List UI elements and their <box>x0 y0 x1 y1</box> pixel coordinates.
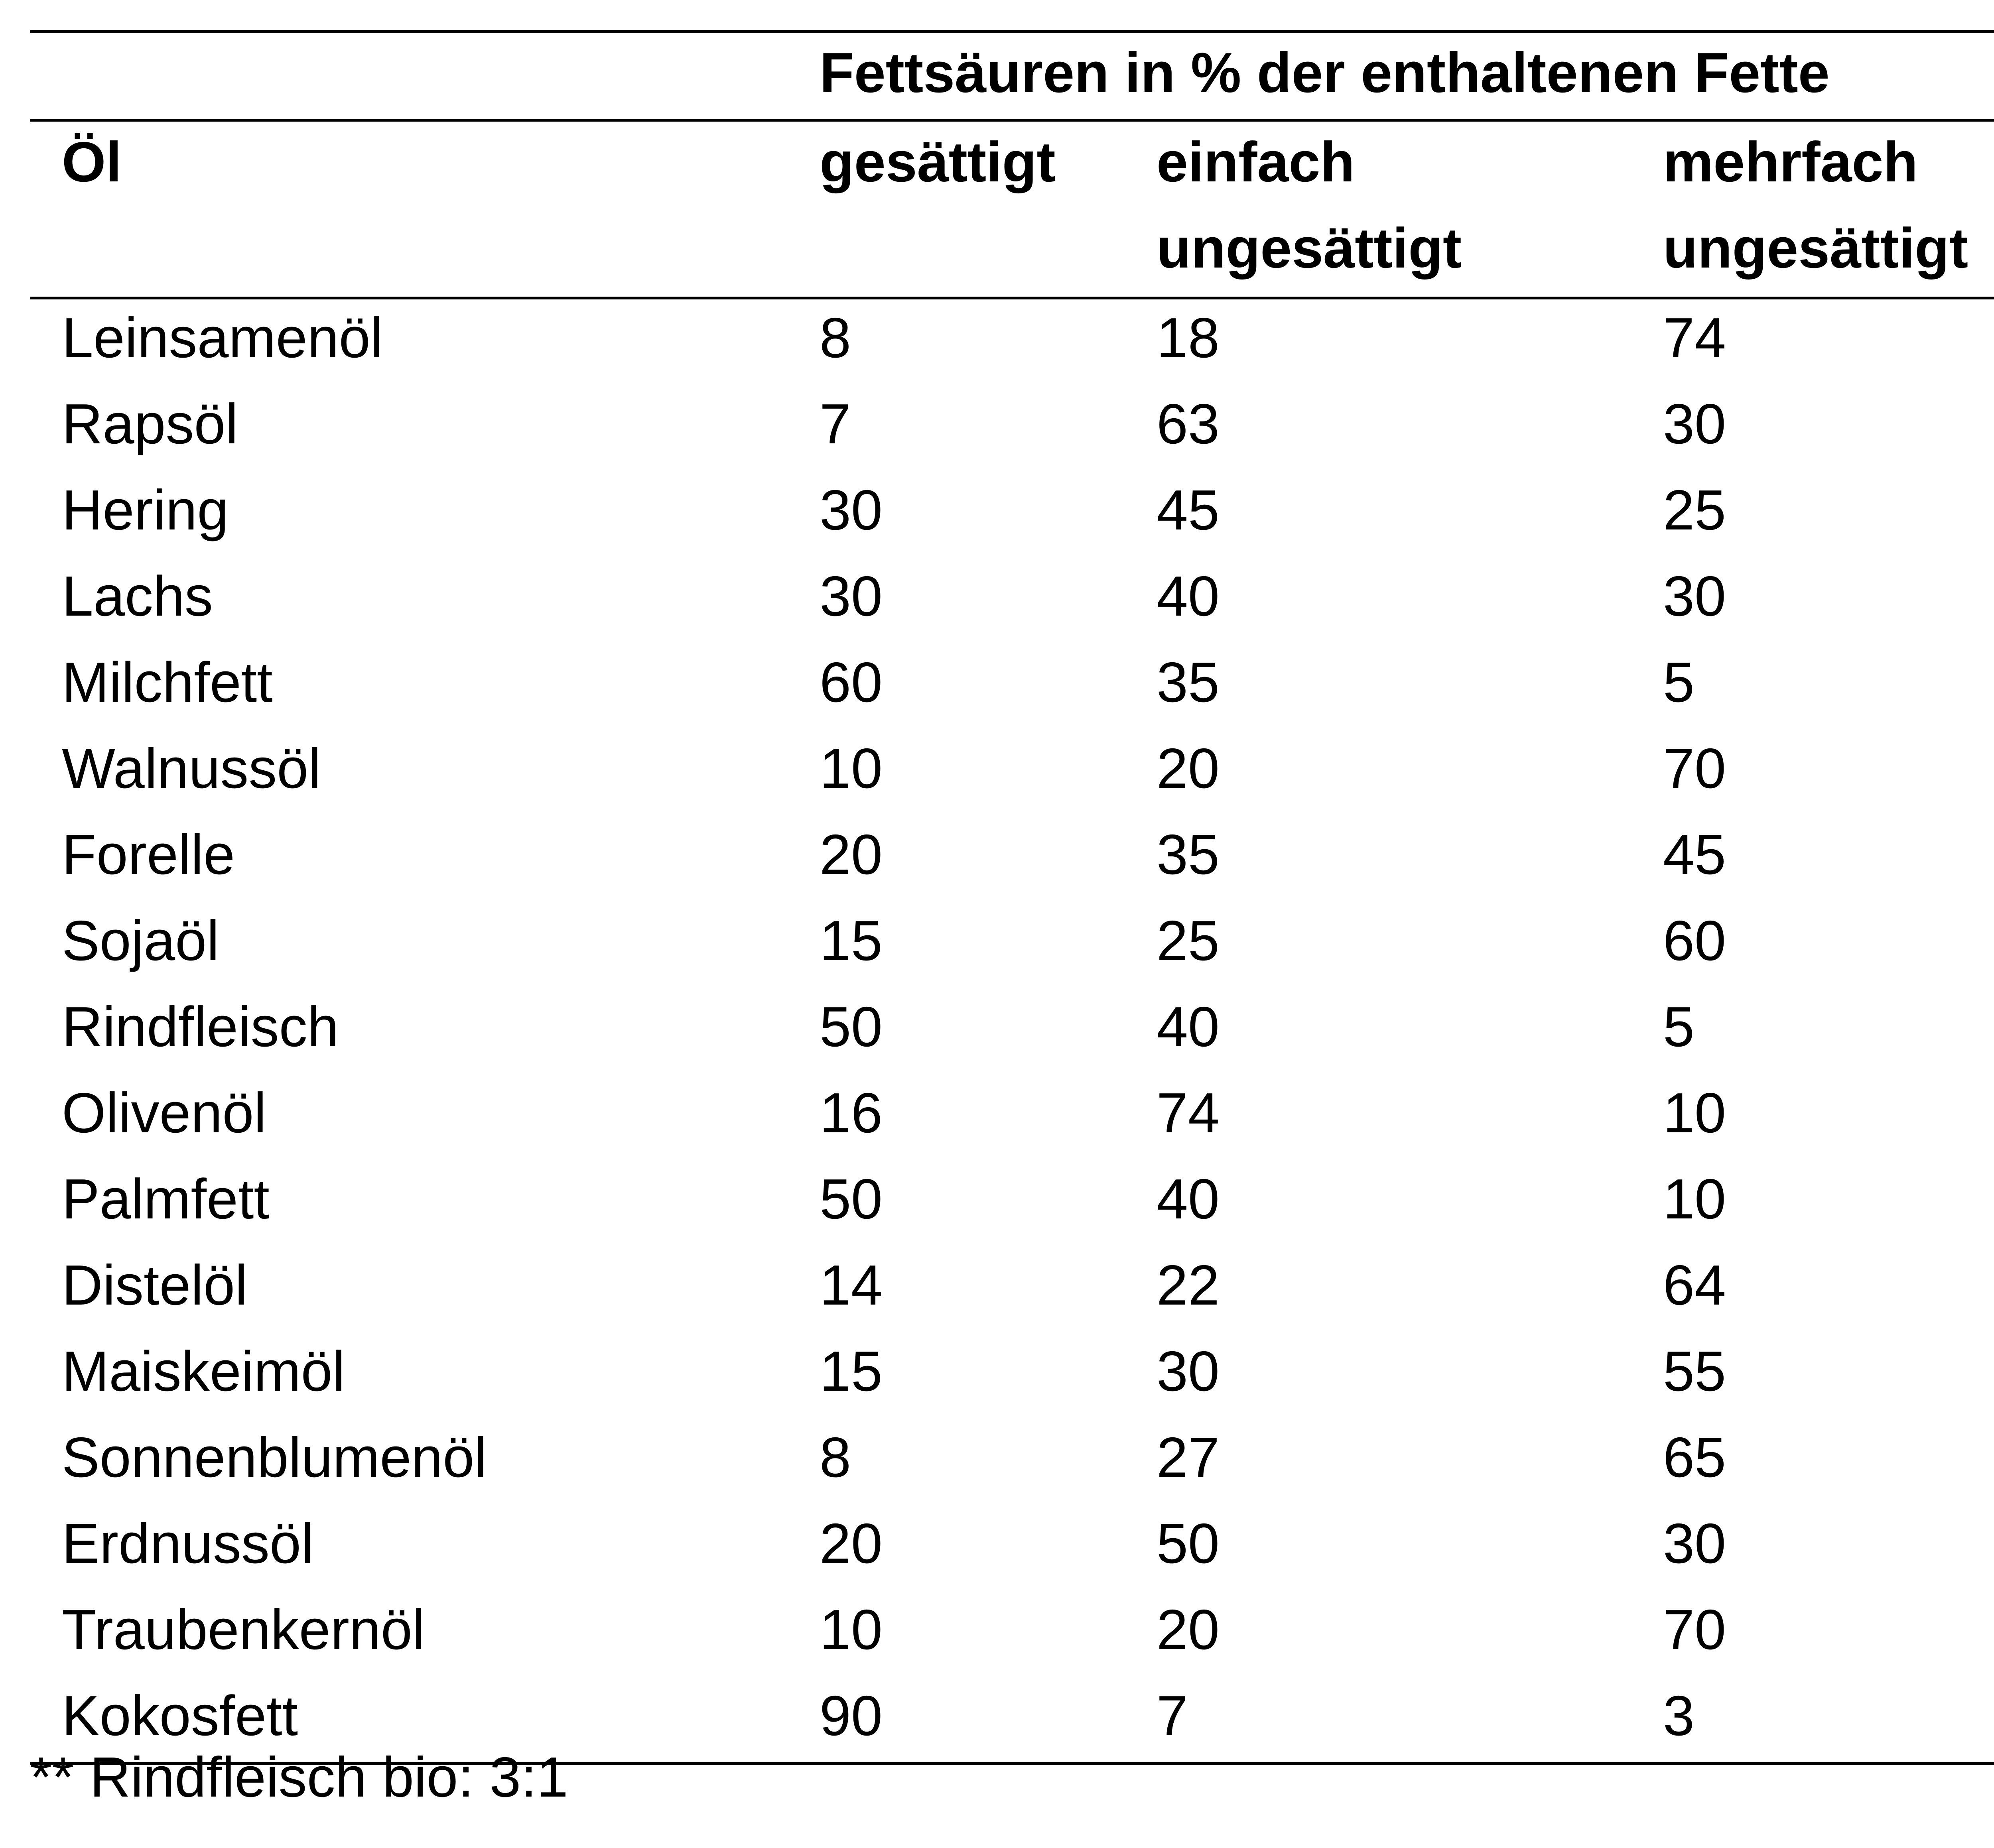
column-header-saturated-line1: gesättigt <box>820 130 1056 194</box>
table-row <box>30 1587 1994 1673</box>
table-row <box>30 812 1994 898</box>
column-header-polyunsaturated-line2: ungesättigt <box>1663 216 1968 280</box>
cell-oil-name: Leinsamenöl <box>62 306 383 370</box>
column-header-oil-line1: Öl <box>62 130 122 194</box>
cell-oil-name: Rapsöl <box>62 392 238 456</box>
cell-oil-name: Forelle <box>62 823 235 886</box>
cell-monounsaturated: 25 <box>1157 909 1220 972</box>
cell-monounsaturated: 63 <box>1157 392 1220 456</box>
group-heading: Fettsäuren in % der enthaltenen Fette <box>820 41 1830 104</box>
table-row <box>30 381 1994 467</box>
cell-oil-name: Rindfleisch <box>62 995 339 1059</box>
cell-monounsaturated: 35 <box>1157 651 1220 714</box>
cell-saturated: 10 <box>820 737 883 800</box>
cell-oil-name: Walnussöl <box>62 737 321 800</box>
cell-monounsaturated: 35 <box>1157 823 1220 886</box>
cell-saturated: 30 <box>820 478 883 542</box>
table-row <box>30 1415 1994 1501</box>
table-row <box>30 726 1994 812</box>
cell-monounsaturated: 20 <box>1157 737 1220 800</box>
column-header-oil <box>62 119 122 205</box>
table-row <box>30 1156 1994 1242</box>
cell-saturated: 8 <box>820 306 851 370</box>
column-header-monounsaturated-line1: einfach <box>1157 130 1355 194</box>
cell-saturated: 15 <box>820 909 883 972</box>
cell-saturated: 90 <box>820 1684 883 1748</box>
cell-polyunsaturated: 30 <box>1663 565 1726 628</box>
table-row <box>30 640 1994 726</box>
cell-oil-name: Erdnussöl <box>62 1512 314 1575</box>
cell-saturated: 60 <box>820 651 883 714</box>
cell-monounsaturated: 7 <box>1157 1684 1188 1748</box>
cell-polyunsaturated: 70 <box>1663 737 1726 800</box>
cell-polyunsaturated: 10 <box>1663 1081 1726 1145</box>
cell-polyunsaturated: 5 <box>1663 651 1695 714</box>
cell-monounsaturated: 18 <box>1157 306 1220 370</box>
cell-polyunsaturated: 5 <box>1663 995 1695 1059</box>
table-row <box>30 467 1994 553</box>
table-row <box>30 984 1994 1070</box>
cell-saturated: 50 <box>820 995 883 1059</box>
table-row <box>30 1328 1994 1415</box>
cell-saturated: 16 <box>820 1081 883 1145</box>
cell-polyunsaturated: 60 <box>1663 909 1726 972</box>
group-heading-row <box>30 30 1994 116</box>
table-row <box>30 1070 1994 1156</box>
cell-oil-name: Olivenöl <box>62 1081 267 1145</box>
column-header-row <box>30 119 1994 291</box>
footnote: ** Rindfleisch bio: 3:1 <box>30 1746 568 1809</box>
cell-polyunsaturated: 10 <box>1663 1167 1726 1231</box>
cell-oil-name: Hering <box>62 478 229 542</box>
cell-polyunsaturated: 65 <box>1663 1426 1726 1489</box>
cell-polyunsaturated: 70 <box>1663 1598 1726 1661</box>
cell-polyunsaturated: 30 <box>1663 392 1726 456</box>
cell-polyunsaturated: 30 <box>1663 1512 1726 1575</box>
column-header-polyunsaturated-line1: mehrfach <box>1663 130 1918 194</box>
cell-oil-name: Kokosfett <box>62 1684 298 1748</box>
cell-saturated: 50 <box>820 1167 883 1231</box>
cell-saturated: 30 <box>820 565 883 628</box>
cell-monounsaturated: 50 <box>1157 1512 1220 1575</box>
cell-monounsaturated: 20 <box>1157 1598 1220 1661</box>
column-header-monounsaturated-line2: ungesättigt <box>1157 216 1462 280</box>
cell-saturated: 14 <box>820 1254 883 1317</box>
cell-oil-name: Sonnenblumenöl <box>62 1426 487 1489</box>
column-header-polyunsaturated <box>1663 119 1968 291</box>
column-header-saturated <box>820 119 1056 205</box>
cell-monounsaturated: 22 <box>1157 1254 1220 1317</box>
cell-saturated: 8 <box>820 1426 851 1489</box>
cell-oil-name: Lachs <box>62 565 213 628</box>
cell-monounsaturated: 74 <box>1157 1081 1220 1145</box>
cell-saturated: 15 <box>820 1340 883 1403</box>
cell-monounsaturated: 40 <box>1157 565 1220 628</box>
column-header-monounsaturated <box>1157 119 1462 291</box>
table-row <box>30 1242 1994 1328</box>
cell-oil-name: Distelöl <box>62 1254 248 1317</box>
table-row <box>30 295 1994 381</box>
table-row <box>30 553 1994 640</box>
cell-oil-name: Traubenkernöl <box>62 1598 425 1661</box>
cell-saturated: 7 <box>820 392 851 456</box>
cell-polyunsaturated: 3 <box>1663 1684 1695 1748</box>
cell-saturated: 20 <box>820 1512 883 1575</box>
cell-polyunsaturated: 64 <box>1663 1254 1726 1317</box>
table-row <box>30 898 1994 984</box>
cell-oil-name: Milchfett <box>62 651 273 714</box>
cell-polyunsaturated: 45 <box>1663 823 1726 886</box>
cell-polyunsaturated: 55 <box>1663 1340 1726 1403</box>
cell-saturated: 20 <box>820 823 883 886</box>
cell-monounsaturated: 30 <box>1157 1340 1220 1403</box>
cell-oil-name: Palmfett <box>62 1167 270 1231</box>
cell-polyunsaturated: 25 <box>1663 478 1726 542</box>
cell-monounsaturated: 40 <box>1157 995 1220 1059</box>
cell-saturated: 10 <box>820 1598 883 1661</box>
cell-monounsaturated: 27 <box>1157 1426 1220 1489</box>
cell-monounsaturated: 45 <box>1157 478 1220 542</box>
cell-polyunsaturated: 74 <box>1663 306 1726 370</box>
cell-monounsaturated: 40 <box>1157 1167 1220 1231</box>
cell-oil-name: Sojaöl <box>62 909 219 972</box>
table-row <box>30 1501 1994 1587</box>
cell-oil-name: Maiskeimöl <box>62 1340 345 1403</box>
